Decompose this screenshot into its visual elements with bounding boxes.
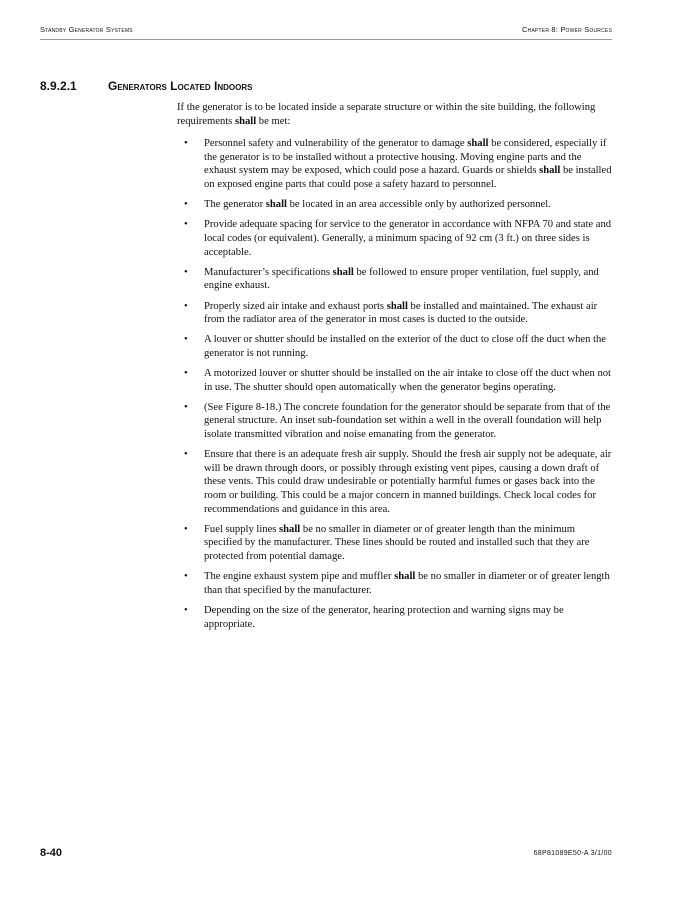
list-item <box>177 266 613 293</box>
list-item <box>177 333 613 360</box>
item-text: A motorized louver or shutter should be installed on the air intake to close off the duct when not in use. The shutter should open automatically when the generator begins operating. <box>204 368 611 393</box>
item-emphasis: shall <box>279 523 301 535</box>
requirements-list <box>177 137 613 631</box>
bullet-icon: • <box>184 523 188 535</box>
section-title: Generators Located Indoors <box>108 79 253 93</box>
page-footer <box>40 847 612 861</box>
document-id: 68P81089E50-A 3/1/00 <box>533 850 612 857</box>
item-text: be installed on exposed engine parts that could pose a safety hazard to personnel. <box>204 165 612 190</box>
item-text: Properly sized air intake and exhaust ports <box>204 300 387 312</box>
section-heading <box>40 79 252 93</box>
intro-paragraph <box>177 101 613 128</box>
list-item <box>177 218 613 259</box>
item-text: be followed to ensure proper ventilation, fuel supply, and engine exhaust. <box>204 266 599 292</box>
item-emphasis: shall <box>539 165 561 177</box>
list-item <box>177 300 613 327</box>
bullet-icon: • <box>184 334 188 346</box>
list-item <box>177 401 613 442</box>
bullet-icon: • <box>184 604 188 616</box>
bullet-icon: • <box>184 571 188 583</box>
intro-text-end: be met: <box>256 115 291 127</box>
header-chapter-title: Chapter 8: Power Sources <box>522 25 612 34</box>
item-text: Manufacturer’s specifications <box>204 266 333 278</box>
item-emphasis: shall <box>265 199 287 211</box>
item-text: The engine exhaust system pipe and muffler <box>204 571 395 583</box>
section-number: 8.9.2.1 <box>40 79 77 93</box>
item-emphasis: shall <box>332 266 354 278</box>
bullet-icon: • <box>184 300 188 312</box>
item-text: Provide adequate spacing for service to the generator in accordance with NFPA 70 and state and local codes (or equivalent). Generally, a minimum spacing of 92 cm (3 ft.) on three sides is acceptable. <box>204 219 612 258</box>
list-item <box>177 570 613 597</box>
page-number: 8-40 <box>40 847 63 859</box>
bullet-icon: • <box>184 368 188 380</box>
list-item <box>177 523 613 564</box>
bullet-icon: • <box>184 449 188 461</box>
list-item <box>177 137 613 191</box>
item-text: Fuel supply lines <box>204 523 280 535</box>
item-text: The generator <box>204 199 266 211</box>
item-text: A louver or shutter should be installed on the exterior of the duct to close off the duct when the generator is not running. <box>204 334 606 359</box>
list-item <box>177 198 613 212</box>
section-body <box>177 101 613 638</box>
item-text: Personnel safety and vulnerability of the generator to damage <box>204 138 468 150</box>
bullet-icon: • <box>184 199 188 211</box>
bullet-icon: • <box>184 138 188 150</box>
list-item <box>177 367 613 394</box>
item-text: Depending on the size of the generator, hearing protection and warning signs may be appropriate. <box>204 604 564 630</box>
item-text: be no smaller in diameter or of greater length than the minimum specified by the manufacturer. These lines should be routed and installed such that they are protected from potential damage. <box>204 523 590 562</box>
item-emphasis: shall <box>467 138 489 150</box>
item-emphasis: shall <box>394 571 416 583</box>
page-header <box>40 25 612 40</box>
list-item <box>177 448 613 516</box>
item-text: (See Figure 8-18.) The concrete foundation for the generator should be separate from that of the general structure. An inset sub-foundation set within a well in the overall foundation will help isolate transmitted vibration and noise emanating from the generator. <box>204 401 611 441</box>
intro-emphasis: shall <box>234 115 257 127</box>
bullet-icon: • <box>184 401 188 413</box>
item-text: Ensure that there is an adequate fresh air supply. Should the fresh air supply not be adequate, air will be drawn through doors, or possibly through existing vent pipes, causing a down draft of these vents. This could draw undesirable or potentially harmful fumes or gases back into the room or building. This could be a major concern in manned buildings. Check local codes for recommendations and guidance in this area. <box>204 449 612 515</box>
list-item <box>177 604 613 631</box>
bullet-icon: • <box>184 266 188 278</box>
header-book-title: Standby Generator Systems <box>40 25 133 34</box>
item-text: be no smaller in diameter or of greater length than that specified by the manufacturer. <box>204 571 610 596</box>
intro-text: If the generator is to be located inside a separate structure or within the site building, the following requirements <box>177 102 596 127</box>
bullet-icon: • <box>184 219 188 231</box>
item-text: be considered, especially if the generator is to be installed without a protective housing. Moving engine parts and the exhaust system may be exposed, which could pose a hazard. Guards or shields <box>204 138 607 177</box>
item-emphasis: shall <box>386 300 408 312</box>
item-text: be installed and maintained. The exhaust air from the radiator area of the generator in most cases is ducted to the outside. <box>204 300 598 326</box>
item-text: be located in an area accessible only by authorized personnel. <box>286 199 551 211</box>
